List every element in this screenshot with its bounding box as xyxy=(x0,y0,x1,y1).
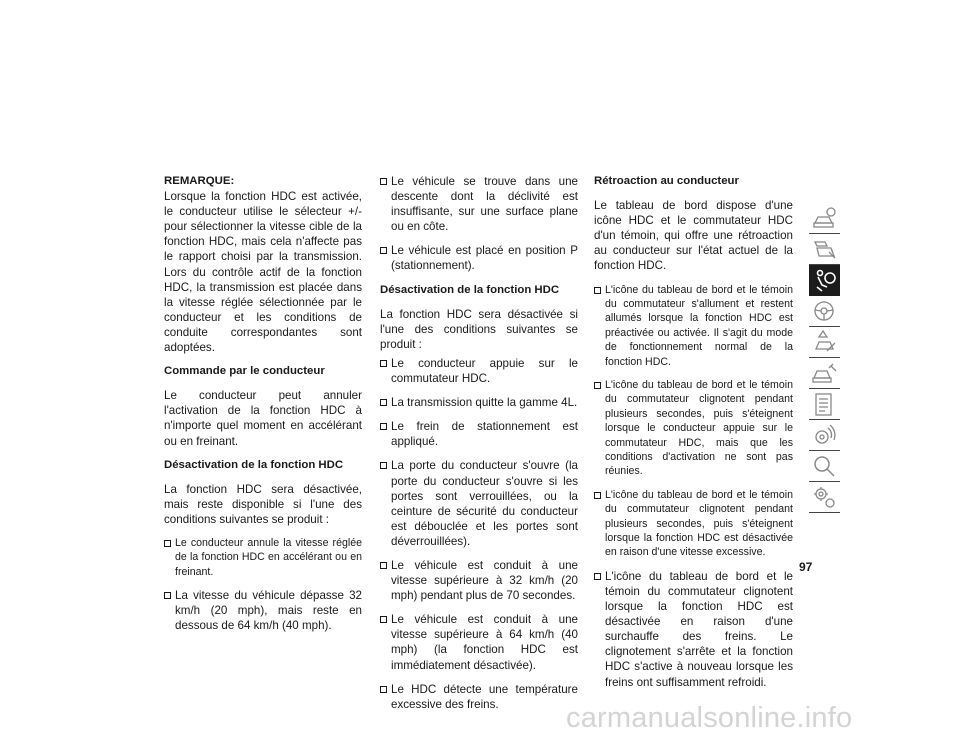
feedback-heading: Rétroaction au conducteur xyxy=(594,175,739,187)
checkbox-bullet-icon xyxy=(594,492,601,499)
column-1 xyxy=(164,174,362,642)
tab-hazard-car[interactable] xyxy=(809,327,840,358)
tab-airbag-safety[interactable] xyxy=(809,265,840,296)
list-item: Le conducteur appuie sur le commutateur HDC. xyxy=(380,356,578,386)
list-item: L'icône du tableau de bord et le témoin du commutateur clignotent lorsque la fonction HDC est désactivée en raison d'une surchauffe des freins. Le clignotement s'arrête et la fonction HDC s'active à nouveau lorsque les freins ont suffisamment refroidi. xyxy=(594,569,793,690)
feedback-intro: Le tableau de bord dispose d'une icône HDC et le commutateur HDC d'un témoin, qui offre une rétroaction au conducteur sur l'état actuel de la fonction HDC. xyxy=(594,199,793,273)
checkbox-bullet-icon xyxy=(380,247,387,254)
note-heading: REMARQUE: xyxy=(164,175,235,187)
list-item: La transmission quitte la gamme 4L. xyxy=(380,395,578,410)
tab-checklist[interactable] xyxy=(809,389,840,420)
list-item: L'icône du tableau de bord et le témoin du commutateur clignotent pendant plusieurs secondes, puis s'éteignent lorsque la fonction HDC est désactivée en raison d'une vitesse excessive. xyxy=(594,488,793,560)
checkbox-bullet-icon xyxy=(380,178,387,185)
list-item: Le HDC détecte une température excessive des freins. xyxy=(380,682,578,712)
tab-radio-multimedia[interactable] xyxy=(809,420,840,451)
checkbox-bullet-icon xyxy=(380,423,387,430)
list-item: L'icône du tableau de bord et le témoin du commutateur clignotent pendant plusieurs secondes, puis s'éteignent lorsque le conducteur appuie sur le commutateur HDC, mais que les conditions d'activation ne sont pas réunies. xyxy=(594,378,793,479)
driver-text: Le conducteur peut annuler l'activation de la fonction HDC à n'importe quel moment en accélérant ou en freinant. xyxy=(164,389,362,448)
list-item: L'icône du tableau de bord et le témoin du commutateur s'allument et restent allumés lorsque la fonction HDC est préactivée ou activée. Il s'agit du mode de fonctionnement normal de la fonction HDC. xyxy=(594,283,793,369)
car-info-icon xyxy=(809,203,840,234)
checkbox-bullet-icon xyxy=(380,616,387,623)
column-3 xyxy=(594,174,793,699)
radio-multimedia-icon xyxy=(809,420,840,451)
deactivation-heading: Désactivation de la fonction HDC xyxy=(164,458,344,471)
list-item: Le frein de stationnement est appliqué. xyxy=(380,419,578,449)
chapter-tabs xyxy=(809,203,840,513)
tab-car-info[interactable] xyxy=(809,203,840,234)
steering-wheel-icon xyxy=(809,296,840,327)
hazard-car-icon xyxy=(809,327,840,358)
driver-heading: Commande par le conducteur xyxy=(164,365,325,378)
tab-steering-wheel[interactable] xyxy=(809,296,840,327)
checkbox-bullet-icon xyxy=(164,592,171,599)
checkbox-bullet-icon xyxy=(594,573,601,580)
checklist-icon xyxy=(809,389,840,420)
deactivation-text: La fonction HDC sera désactivée si l'une des conditions suivantes se produit : xyxy=(380,307,578,351)
list-item: La vitesse du véhicule dépasse 32 km/h (20 mph), mais reste en dessous de 64 km/h (40 mph). xyxy=(164,588,362,633)
checkbox-bullet-icon xyxy=(380,462,387,469)
tab-dashboard-warning[interactable] xyxy=(809,234,840,265)
gear-settings-icon xyxy=(809,482,840,513)
deactivation-text: La fonction HDC sera désactivée, mais reste disponible si l'une des conditions suivantes se produit : xyxy=(164,482,362,526)
checkbox-bullet-icon xyxy=(164,540,171,547)
checkbox-bullet-icon xyxy=(594,287,601,294)
dashboard-warning-icon xyxy=(809,234,840,265)
car-service-icon xyxy=(809,358,840,389)
checkbox-bullet-icon xyxy=(594,382,601,389)
note-text: Lorsque la fonction HDC est activée, le conducteur utilise le sélecteur +/- pour sélectionner la vitesse cible de la fonction HDC, mais cela n'affecte pas le rapport choisi par la transmission. Lors du contrôle actif de la fonction HDC, la transmission est placée dans la vitesse réglée sélectionnée par le conducteur et les conditions de conduite correspondantes sont adoptées. xyxy=(164,190,362,355)
airbag-safety-icon xyxy=(809,265,840,296)
list-item: La porte du conducteur s'ouvre (la porte du conducteur s'ouvre si les portes sont verrouillées, ou la ceinture de sécurité du conducteur est débouclée et les portes sont déverrouillées). xyxy=(380,458,578,549)
tab-settings[interactable] xyxy=(809,482,840,513)
list-item: Le véhicule est placé en position P (stationnement). xyxy=(380,243,578,273)
watermark: carmanualsonline.info xyxy=(566,702,853,734)
deactivation-heading: Désactivation de la fonction HDC xyxy=(380,283,560,296)
list-item: Le conducteur annule la vitesse réglée de la fonction HDC en accélérant ou en freinant. xyxy=(164,536,362,579)
checkbox-bullet-icon xyxy=(380,686,387,693)
list-item: Le véhicule est conduit à une vitesse supérieure à 32 km/h (20 mph) pendant plus de 70 secondes. xyxy=(380,558,578,603)
page-number: 97 xyxy=(799,560,813,574)
checkbox-bullet-icon xyxy=(380,399,387,406)
column-2 xyxy=(380,174,578,721)
list-item: Le véhicule est conduit à une vitesse supérieure à 64 km/h (40 mph) (la fonction HDC est immédiatement désactivée). xyxy=(380,612,578,672)
checkbox-bullet-icon xyxy=(380,360,387,367)
checkbox-bullet-icon xyxy=(380,562,387,569)
magnifier-icon xyxy=(809,451,840,482)
list-item: Le véhicule se trouve dans une descente dont la déclivité est insuffisante, sur une surface plane ou en côte. xyxy=(380,174,578,234)
tab-search-index[interactable] xyxy=(809,451,840,482)
tab-car-service[interactable] xyxy=(809,358,840,389)
